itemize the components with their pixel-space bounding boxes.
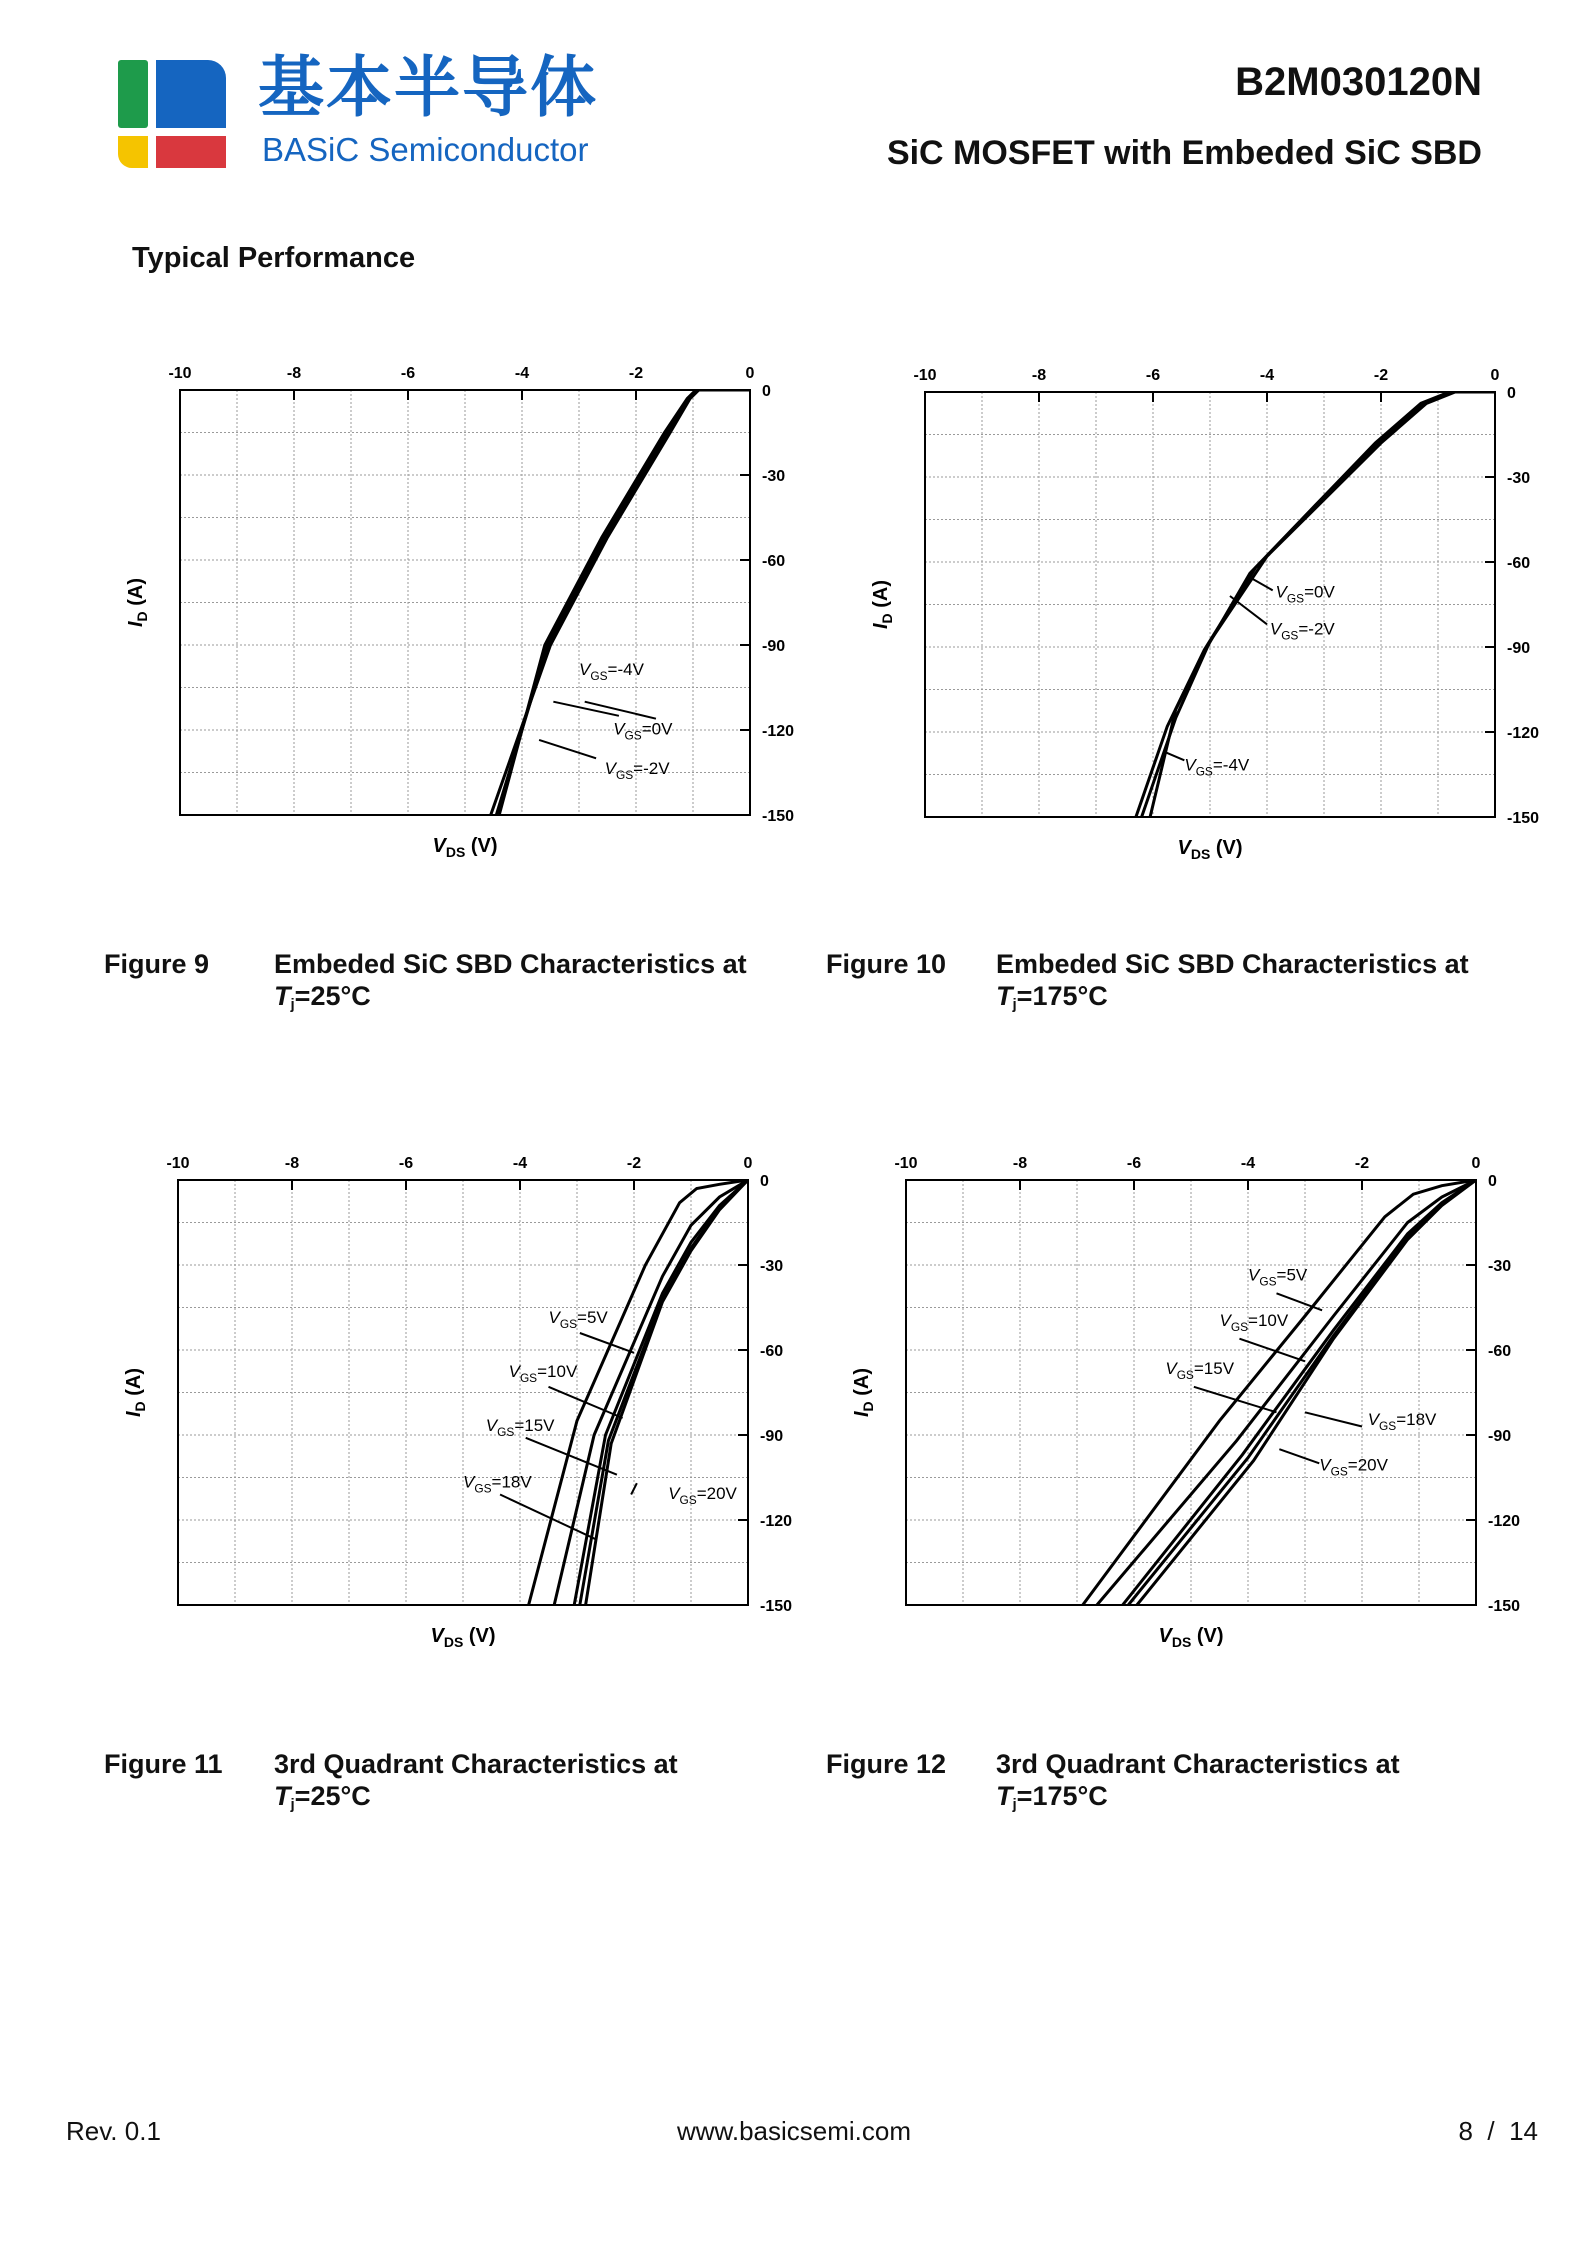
- x-tick-label: -2: [628, 365, 644, 382]
- series-label: $V_{GS}=-2V$: [604, 758, 670, 782]
- x-tick-label: -8: [286, 365, 302, 382]
- figure-10-caption: [826, 948, 1526, 1018]
- x-tick-label: -2: [1354, 1155, 1370, 1172]
- series-label: $V_{GS}=0V$: [613, 719, 673, 743]
- x-tick-label: -10: [894, 1155, 918, 1172]
- series-label-leader: [1164, 752, 1184, 761]
- chart-grid: [180, 390, 750, 815]
- figure-9-chart: [110, 360, 810, 880]
- x-tick-label: -10: [166, 1155, 190, 1172]
- series-label: $V_{GS}=-4V$: [1184, 755, 1250, 779]
- y-axis-label: $I_D$ (A): [851, 1367, 876, 1418]
- footer-website-link[interactable]: www.basicsemi.com: [676, 2116, 912, 2146]
- series-label: $V_{GS}=10V$: [508, 1361, 578, 1385]
- y-tick-label: -30: [1507, 470, 1531, 487]
- x-tick-label: -2: [1373, 367, 1389, 384]
- series-label: $V_{GS}=15V$: [485, 1415, 555, 1439]
- y-tick-label: -150: [1488, 1598, 1521, 1615]
- x-tick-label: 0: [1490, 367, 1500, 384]
- series-label-leader: [1305, 1412, 1362, 1426]
- series-label: $V_{GS}=0V$: [1275, 582, 1335, 606]
- y-tick-label: -90: [1488, 1428, 1512, 1445]
- chart-grid: [925, 392, 1495, 817]
- y-tick-label: -120: [1507, 725, 1540, 742]
- x-tick-label: 0: [1471, 1155, 1481, 1172]
- brand-name-chinese: 基本半导体: [258, 49, 598, 126]
- y-axis-label: $I_D$ (A): [125, 577, 150, 628]
- y-tick-label: 0: [762, 383, 771, 400]
- series-label: $V_{GS}=10V$: [1219, 1310, 1289, 1334]
- x-tick-label: -2: [626, 1155, 642, 1172]
- part-number: B2M030120N: [1235, 60, 1482, 104]
- company-logo-mark: [118, 60, 226, 168]
- series-label: $V_{GS}=20V$: [1319, 1455, 1388, 1479]
- figure-caption-text: Embeded SiC SBD Characteristics at: [996, 949, 1469, 979]
- x-tick-label: -4: [1259, 367, 1275, 384]
- series-label-leader: [539, 740, 596, 758]
- figure-9-caption: [104, 948, 804, 1018]
- x-tick-label: -6: [398, 1155, 414, 1172]
- series-label: $V_{GS}=-2V$: [1269, 619, 1335, 643]
- x-axis-label: $V_{DS}$ (V): [430, 1625, 496, 1650]
- series-label: $V_{GS}=5V$: [1248, 1265, 1308, 1289]
- y-tick-label: -150: [760, 1598, 793, 1615]
- chart-grid: [178, 1180, 748, 1605]
- x-tick-label: -8: [284, 1155, 300, 1172]
- figure-11-caption: [104, 1748, 804, 1818]
- y-tick-label: -30: [762, 468, 786, 485]
- series-label-leader: [1194, 1387, 1277, 1413]
- series-line: [496, 390, 750, 815]
- document-subtitle: SiC MOSFET with Embeded SiC SBD: [886, 134, 1482, 172]
- y-axis-label: $I_D$ (A): [123, 1367, 148, 1418]
- series-line: [574, 1180, 748, 1605]
- y-axis-label: $I_D$ (A): [870, 579, 895, 630]
- x-tick-label: -6: [1145, 367, 1161, 384]
- x-tick-label: -6: [1126, 1155, 1142, 1172]
- figure-number: Figure 11: [104, 1749, 223, 1779]
- y-tick-label: 0: [1507, 385, 1516, 402]
- brand-name-english: BASiC Semiconductor: [262, 131, 589, 168]
- figure-temperature: $T_j=25^\circ C$: [274, 1781, 371, 1813]
- figure-number: Figure 9: [104, 949, 210, 979]
- y-tick-label: -90: [760, 1428, 784, 1445]
- series-label: $V_{GS}=18V$: [463, 1472, 532, 1496]
- x-tick-label: 0: [745, 365, 755, 382]
- x-axis-label: $V_{DS}$ (V): [1177, 837, 1243, 862]
- y-tick-label: -60: [1507, 555, 1531, 572]
- x-tick-label: -6: [400, 365, 416, 382]
- section-title: Typical Performance: [132, 242, 416, 274]
- figure-number: Figure 10: [826, 949, 947, 979]
- y-tick-label: -60: [762, 553, 786, 570]
- x-axis-label: $V_{DS}$ (V): [1158, 1625, 1224, 1650]
- y-tick-label: -90: [1507, 640, 1531, 657]
- y-tick-label: 0: [1488, 1173, 1497, 1190]
- y-tick-label: -90: [762, 638, 786, 655]
- y-tick-label: -30: [760, 1258, 784, 1275]
- x-tick-label: -8: [1031, 367, 1047, 384]
- figure-caption-text: 3rd Quadrant Characteristics at: [274, 1749, 678, 1779]
- series-label: $V_{GS}=15V$: [1165, 1359, 1235, 1383]
- x-tick-label: -10: [913, 367, 937, 384]
- figure-caption-text: Embeded SiC SBD Characteristics at: [274, 949, 747, 979]
- revision-label: Rev. 0.1: [66, 2116, 161, 2146]
- series-label: $V_{GS}=-4V$: [579, 659, 644, 683]
- page-number: 8 / 14: [1458, 2116, 1538, 2146]
- x-tick-label: -4: [512, 1155, 528, 1172]
- y-tick-label: -150: [762, 808, 795, 825]
- figure-temperature: $T_j=175^\circ C$: [996, 1781, 1108, 1813]
- y-tick-label: -60: [1488, 1343, 1512, 1360]
- y-tick-label: -30: [1488, 1258, 1512, 1275]
- series-label: $V_{GS}=5V$: [548, 1308, 608, 1332]
- figure-12-chart: [836, 1150, 1536, 1670]
- series-label: $V_{GS}=18V$: [1367, 1410, 1437, 1434]
- figure-temperature: $T_j=25^\circ C$: [274, 981, 371, 1013]
- x-tick-label: -4: [1240, 1155, 1256, 1172]
- y-tick-label: -150: [1507, 810, 1540, 827]
- series-label-leader: [1279, 1449, 1319, 1463]
- y-tick-label: -120: [1488, 1513, 1521, 1530]
- figure-12-caption: [826, 1748, 1526, 1818]
- series-label: $V_{GS}=20V$: [668, 1483, 737, 1507]
- y-tick-label: -120: [760, 1513, 793, 1530]
- y-tick-label: -60: [760, 1343, 784, 1360]
- figure-11-chart: [108, 1150, 808, 1670]
- figure-10-chart: [855, 362, 1555, 882]
- x-tick-label: -8: [1012, 1155, 1028, 1172]
- x-tick-label: 0: [743, 1155, 753, 1172]
- figure-temperature: $T_j=175^\circ C$: [996, 981, 1108, 1013]
- figure-caption-text: 3rd Quadrant Characteristics at: [996, 1749, 1400, 1779]
- y-tick-label: -120: [762, 723, 795, 740]
- series-label-leader: [553, 702, 619, 716]
- y-tick-label: 0: [760, 1173, 769, 1190]
- x-tick-label: -10: [168, 365, 192, 382]
- x-tick-label: -4: [514, 365, 530, 382]
- series-label-leader: [1253, 579, 1273, 590]
- figure-number: Figure 12: [826, 1749, 947, 1779]
- x-axis-label: $V_{DS}$ (V): [432, 835, 498, 860]
